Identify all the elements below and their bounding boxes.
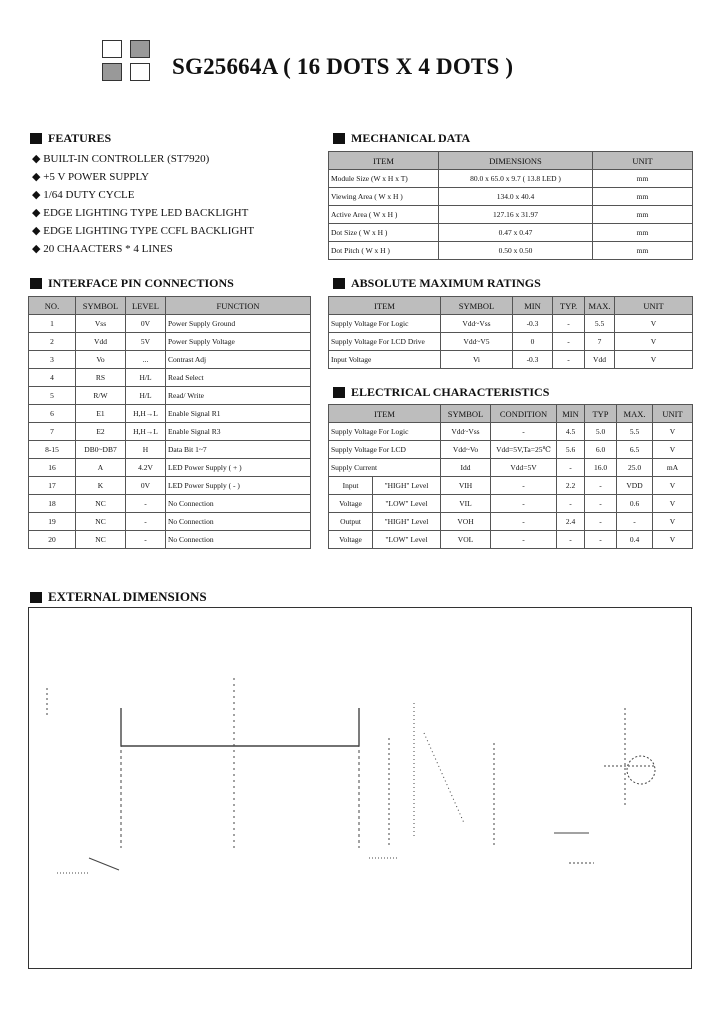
table-cell: Input — [329, 477, 373, 495]
table-cell: Dot Size ( W x H ) — [329, 224, 439, 242]
table-row — [29, 495, 311, 513]
table-row — [329, 188, 693, 206]
table-row — [29, 369, 311, 387]
column-header: ITEM — [329, 152, 439, 170]
column-header: SYMBOL — [441, 297, 513, 315]
table-cell: Vdd~Vss — [441, 315, 513, 333]
table-cell: H — [126, 441, 166, 459]
table-cell: 2.4 — [557, 513, 585, 531]
table-cell: No Connection — [166, 495, 311, 513]
column-header: UNIT — [615, 297, 693, 315]
table-cell: - — [553, 333, 585, 351]
table-row — [329, 170, 693, 188]
table-cell: Active Area ( W x H ) — [329, 206, 439, 224]
table-cell: 18 — [29, 495, 76, 513]
table-cell: 6.0 — [585, 441, 617, 459]
table-cell: - — [585, 513, 617, 531]
table-cell: LED Power Supply ( + ) — [166, 459, 311, 477]
table-cell: VIH — [441, 477, 491, 495]
feature-text: 20 CHAACTERS * 4 LINES — [43, 243, 173, 255]
feature-item — [32, 152, 209, 165]
table-cell: 8-15 — [29, 441, 76, 459]
table-cell: 17 — [29, 477, 76, 495]
table-cell: - — [491, 423, 557, 441]
table-cell: 4 — [29, 369, 76, 387]
table-cell: - — [491, 477, 557, 495]
table-row — [29, 423, 311, 441]
feature-text: BUILT-IN CONTROLLER (ST7920) — [43, 153, 210, 165]
table-cell: R/W — [76, 387, 126, 405]
table-row — [29, 387, 311, 405]
table-row — [29, 441, 311, 459]
logo-square-1 — [102, 40, 122, 58]
table-cell: Vdd~Vo — [441, 441, 491, 459]
table-cell: 5.5 — [585, 315, 615, 333]
table-cell: V — [653, 531, 693, 549]
table-cell: VIL — [441, 495, 491, 513]
heading-block-icon — [30, 133, 42, 144]
table-cell: V — [615, 315, 693, 333]
table-cell: 0.50 x 0.50 — [439, 242, 593, 260]
diamond-bullet-icon: ◆ — [32, 153, 44, 165]
table-cell: 6 — [29, 405, 76, 423]
column-header: FUNCTION — [166, 297, 311, 315]
column-header: ITEM — [329, 405, 441, 423]
table-cell: H/L — [126, 387, 166, 405]
column-header: SYMBOL — [441, 405, 491, 423]
table-cell: A — [76, 459, 126, 477]
column-header: ITEM — [329, 297, 441, 315]
table-cell: 127.16 x 31.97 — [439, 206, 593, 224]
table-cell: Supply Current — [329, 459, 441, 477]
table-cell: V — [653, 477, 693, 495]
table-cell: H,H→L — [126, 423, 166, 441]
features-heading: FEATURES — [30, 131, 111, 146]
table-cell: - — [553, 351, 585, 369]
table-row — [329, 333, 693, 351]
table-cell: - — [557, 531, 585, 549]
table-cell: 80.0 x 65.0 x 9.7 ( 13.8 LED ) — [439, 170, 593, 188]
table-cell: -0.3 — [513, 315, 553, 333]
table-cell: Supply Voltage For Logic — [329, 423, 441, 441]
table-cell: Supply Voltage For Logic — [329, 315, 441, 333]
table-cell: 19 — [29, 513, 76, 531]
table-cell: Viewing Area ( W x H ) — [329, 188, 439, 206]
table-row — [29, 315, 311, 333]
table-cell: 2 — [29, 333, 76, 351]
logo-square-3 — [102, 63, 122, 81]
table-row — [329, 206, 693, 224]
table-cell: 0V — [126, 315, 166, 333]
table-cell: 5 — [29, 387, 76, 405]
table-cell: -0.3 — [513, 351, 553, 369]
table-cell: 3 — [29, 351, 76, 369]
table-cell: 0.4 — [617, 531, 653, 549]
table-cell: 4.5 — [557, 423, 585, 441]
table-cell: - — [557, 459, 585, 477]
table-cell: Voltage — [329, 495, 373, 513]
table-cell: Supply Voltage For LCD Drive — [329, 333, 441, 351]
table-cell: E1 — [76, 405, 126, 423]
table-cell: Read/ Write — [166, 387, 311, 405]
table-cell: Vdd~Vss — [441, 423, 491, 441]
table-cell: VOH — [441, 513, 491, 531]
table-cell: 6.5 — [617, 441, 653, 459]
column-header: MIN — [557, 405, 585, 423]
table-row — [329, 423, 693, 441]
table-row — [29, 477, 311, 495]
absolute-heading: ABSOLUTE MAXIMUM RATINGS — [333, 276, 541, 291]
table-cell: No Connection — [166, 531, 311, 549]
table-cell: E2 — [76, 423, 126, 441]
table-cell: H/L — [126, 369, 166, 387]
table-cell: 7 — [585, 333, 615, 351]
column-header: DIMENSIONS — [439, 152, 593, 170]
table-cell: Contrast Adj — [166, 351, 311, 369]
table-cell: Vo — [76, 351, 126, 369]
table-cell: - — [491, 513, 557, 531]
table-cell: mm — [593, 224, 693, 242]
table-cell: Supply Voltage For LCD — [329, 441, 441, 459]
table-cell: - — [585, 531, 617, 549]
table-cell: "LOW" Level — [373, 495, 441, 513]
table-cell: "HIGH" Level — [373, 513, 441, 531]
table-cell: 5.5 — [617, 423, 653, 441]
table-row — [329, 315, 693, 333]
column-header: TYP. — [553, 297, 585, 315]
table-cell: Enable Signal R3 — [166, 423, 311, 441]
external-heading: EXTERNAL DIMENSIONS — [30, 589, 207, 605]
absolute-table — [328, 296, 693, 369]
table-cell: - — [491, 495, 557, 513]
diamond-bullet-icon: ◆ — [32, 243, 44, 255]
table-row — [329, 351, 693, 369]
table-row — [29, 405, 311, 423]
column-header: NO. — [29, 297, 76, 315]
table-cell: 16 — [29, 459, 76, 477]
table-cell: 0 — [513, 333, 553, 351]
column-header: TYP — [585, 405, 617, 423]
column-header: MIN — [513, 297, 553, 315]
table-cell: 5V — [126, 333, 166, 351]
table-cell: H,H→L — [126, 405, 166, 423]
table-cell: - — [491, 531, 557, 549]
table-cell: V — [653, 495, 693, 513]
table-cell: V — [653, 441, 693, 459]
table-cell: NC — [76, 531, 126, 549]
table-cell: mm — [593, 188, 693, 206]
table-cell: ... — [126, 351, 166, 369]
table-row — [329, 459, 693, 477]
table-cell: 134.0 x 40.4 — [439, 188, 593, 206]
table-row — [329, 242, 693, 260]
diamond-bullet-icon: ◆ — [32, 171, 44, 183]
table-cell: K — [76, 477, 126, 495]
table-row — [329, 513, 693, 531]
table-cell: - — [126, 495, 166, 513]
table-cell: RS — [76, 369, 126, 387]
feature-item — [32, 224, 254, 237]
feature-item — [32, 206, 248, 219]
column-header: LEVEL — [126, 297, 166, 315]
table-cell: Vss — [76, 315, 126, 333]
table-cell: NC — [76, 495, 126, 513]
table-cell: Vdd — [585, 351, 615, 369]
table-cell: 0.6 — [617, 495, 653, 513]
table-cell: 4.2V — [126, 459, 166, 477]
table-cell: DB0~DB7 — [76, 441, 126, 459]
table-cell: Vdd=5V — [491, 459, 557, 477]
table-cell: Vdd — [76, 333, 126, 351]
table-cell: 16.0 — [585, 459, 617, 477]
mechanical-table — [328, 151, 693, 260]
table-row — [329, 531, 693, 549]
table-cell: Vdd=5V,Ta=25℃ — [491, 441, 557, 459]
table-cell: Dot Pitch ( W x H ) — [329, 242, 439, 260]
table-cell: V — [653, 423, 693, 441]
table-cell: mm — [593, 170, 693, 188]
interface-table — [28, 296, 311, 549]
table-cell: V — [615, 333, 693, 351]
table-cell: 5.6 — [557, 441, 585, 459]
heading-block-icon — [30, 278, 42, 289]
electrical-table — [328, 404, 693, 549]
table-cell: "HIGH" Level — [373, 477, 441, 495]
table-row — [329, 495, 693, 513]
table-cell: NC — [76, 513, 126, 531]
external-dimensions-drawing — [28, 607, 692, 969]
table-cell: 7 — [29, 423, 76, 441]
table-cell: No Connection — [166, 513, 311, 531]
table-cell: 2.2 — [557, 477, 585, 495]
column-header: UNIT — [593, 152, 693, 170]
table-row — [29, 531, 311, 549]
diamond-bullet-icon: ◆ — [32, 207, 44, 219]
table-row — [329, 224, 693, 242]
table-cell: 20 — [29, 531, 76, 549]
column-header: UNIT — [653, 405, 693, 423]
table-cell: Vi — [441, 351, 513, 369]
table-cell: - — [557, 495, 585, 513]
table-cell: Module Size (W x H x T) — [329, 170, 439, 188]
column-header: SYMBOL — [76, 297, 126, 315]
table-cell: VDD — [617, 477, 653, 495]
table-cell: Power Supply Voltage — [166, 333, 311, 351]
heading-block-icon — [333, 133, 345, 144]
feature-item — [32, 188, 134, 201]
table-cell: mm — [593, 242, 693, 260]
table-cell: - — [617, 513, 653, 531]
feature-item — [32, 170, 149, 183]
table-cell: - — [126, 531, 166, 549]
table-cell: 5.0 — [585, 423, 617, 441]
dimension-drawing-icon — [29, 608, 693, 970]
diamond-bullet-icon: ◆ — [32, 189, 44, 201]
table-row — [29, 351, 311, 369]
table-row — [29, 513, 311, 531]
feature-text: EDGE LIGHTING TYPE LED BACKLIGHT — [43, 207, 249, 219]
table-cell: Power Supply Ground — [166, 315, 311, 333]
table-cell: 0V — [126, 477, 166, 495]
table-cell: Output — [329, 513, 373, 531]
diamond-bullet-icon: ◆ — [32, 225, 44, 237]
column-header: MAX. — [617, 405, 653, 423]
table-cell: V — [615, 351, 693, 369]
table-cell: 25.0 — [617, 459, 653, 477]
table-row — [329, 477, 693, 495]
table-cell: - — [585, 477, 617, 495]
feature-text: +5 V POWER SUPPLY — [43, 171, 150, 183]
table-cell: VOL — [441, 531, 491, 549]
interface-heading: INTERFACE PIN CONNECTIONS — [30, 276, 234, 291]
table-cell: 0.47 x 0.47 — [439, 224, 593, 242]
page-title: SG25664A ( 16 DOTS X 4 DOTS ) — [172, 54, 514, 79]
feature-text: 1/64 DUTY CYCLE — [43, 189, 135, 201]
table-row — [329, 441, 693, 459]
logo-square-2 — [130, 40, 150, 58]
table-cell: mm — [593, 206, 693, 224]
table-cell: mA — [653, 459, 693, 477]
table-cell: LED Power Supply ( - ) — [166, 477, 311, 495]
table-cell: "LOW" Level — [373, 531, 441, 549]
table-cell: Voltage — [329, 531, 373, 549]
feature-item — [32, 242, 173, 255]
electrical-heading: ELECTRICAL CHARACTERISTICS — [333, 385, 549, 400]
column-header: CONDITION — [491, 405, 557, 423]
table-row — [29, 459, 311, 477]
table-cell: - — [126, 513, 166, 531]
table-row — [29, 333, 311, 351]
mechanical-heading: MECHANICAL DATA — [333, 131, 470, 146]
table-cell: Vdd~V5 — [441, 333, 513, 351]
table-cell: Data Bit 1~7 — [166, 441, 311, 459]
column-header: MAX. — [585, 297, 615, 315]
table-cell: Enable Signal R1 — [166, 405, 311, 423]
table-cell: 1 — [29, 315, 76, 333]
table-cell: Input Voltage — [329, 351, 441, 369]
feature-text: EDGE LIGHTING TYPE CCFL BACKLIGHT — [43, 225, 255, 237]
heading-block-icon — [30, 592, 42, 603]
table-cell: - — [585, 495, 617, 513]
table-cell: V — [653, 513, 693, 531]
table-cell: - — [553, 315, 585, 333]
table-cell: Idd — [441, 459, 491, 477]
heading-block-icon — [333, 278, 345, 289]
logo-square-4 — [130, 63, 150, 81]
heading-block-icon — [333, 387, 345, 398]
table-cell: Read Select — [166, 369, 311, 387]
